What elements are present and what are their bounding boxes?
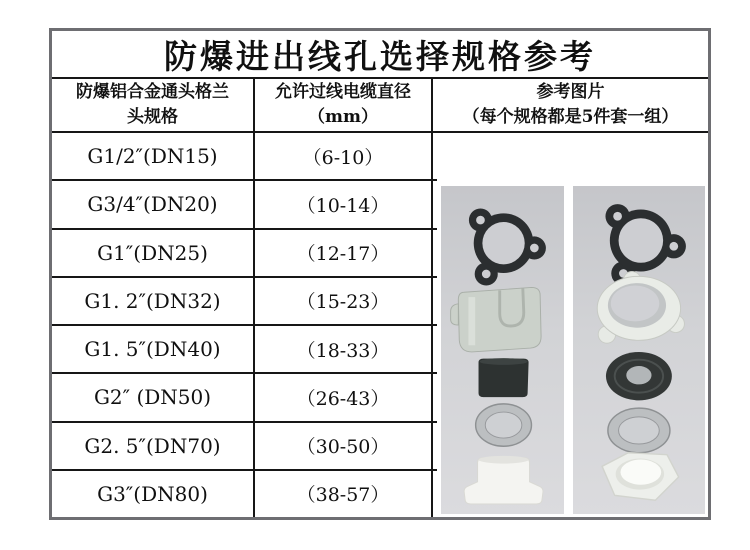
header-diameter-column — [255, 79, 433, 131]
hex-nut-photo — [602, 453, 679, 500]
reference-photos-cell — [437, 133, 708, 517]
diameter-value: （18-33） — [255, 326, 433, 372]
spec-rows — [52, 133, 437, 517]
rubber-seal-photo — [479, 358, 529, 397]
header-diameter-line2: （mm） — [308, 107, 378, 127]
diameter-value: （12-17） — [255, 230, 433, 276]
header-photo-column — [433, 79, 708, 131]
photo-set-side-view-image — [441, 186, 564, 514]
spec-value: G1. 2″(DN32) — [52, 278, 255, 324]
table-row — [52, 374, 437, 422]
bushing-photo — [464, 456, 543, 504]
header-spec-column — [52, 79, 255, 131]
seal-disc-photo — [606, 352, 672, 400]
spec-value: G2. 5″(DN70) — [52, 423, 255, 469]
gasket-top-photo — [606, 204, 686, 285]
spec-value: G2″ (DN50) — [52, 374, 255, 420]
spec-value: G3″(DN80) — [52, 471, 255, 517]
header-photo-line1: 参考图片 — [536, 81, 605, 102]
header-spec-line2: 头规格 — [127, 107, 178, 127]
table-row — [52, 423, 437, 471]
table-row — [52, 471, 437, 517]
header-spec-line1: 防爆铝合金通头格兰 — [76, 81, 229, 102]
diameter-value: （6-10） — [255, 133, 433, 179]
spec-table — [49, 28, 711, 520]
table-row — [52, 278, 437, 326]
spec-value: G1/2″(DN15) — [52, 133, 255, 179]
photo-set-top-view-image — [573, 186, 705, 514]
gasket-side-photo — [469, 209, 546, 286]
photo-set-top-view — [573, 186, 705, 514]
diameter-value: （10-14） — [255, 181, 433, 227]
washer-photo — [476, 404, 532, 446]
spec-value: G3/4″(DN20) — [52, 181, 255, 227]
diameter-value: （30-50） — [255, 423, 433, 469]
diameter-value: （26-43） — [255, 374, 433, 420]
page-title: 防爆进出线孔选择规格参考 — [52, 31, 708, 79]
washer-photo — [608, 408, 670, 453]
diameter-value: （15-23） — [255, 278, 433, 324]
gland-body-photo — [451, 287, 541, 351]
diameter-value: （38-57） — [255, 471, 433, 517]
table-header-row — [52, 79, 708, 133]
table-row — [52, 133, 437, 181]
table-row — [52, 230, 437, 278]
header-photo-line2: （每个规格都是5件套一组） — [462, 107, 679, 127]
spec-value: G1″(DN25) — [52, 230, 255, 276]
photo-set-side-view — [441, 186, 564, 514]
table-body — [52, 133, 708, 517]
table-row — [52, 326, 437, 374]
header-diameter-line1: 允许过线电缆直径 — [275, 81, 411, 102]
flange-ring-photo — [597, 271, 684, 343]
spec-value: G1. 5″(DN40) — [52, 326, 255, 372]
table-row — [52, 181, 437, 229]
